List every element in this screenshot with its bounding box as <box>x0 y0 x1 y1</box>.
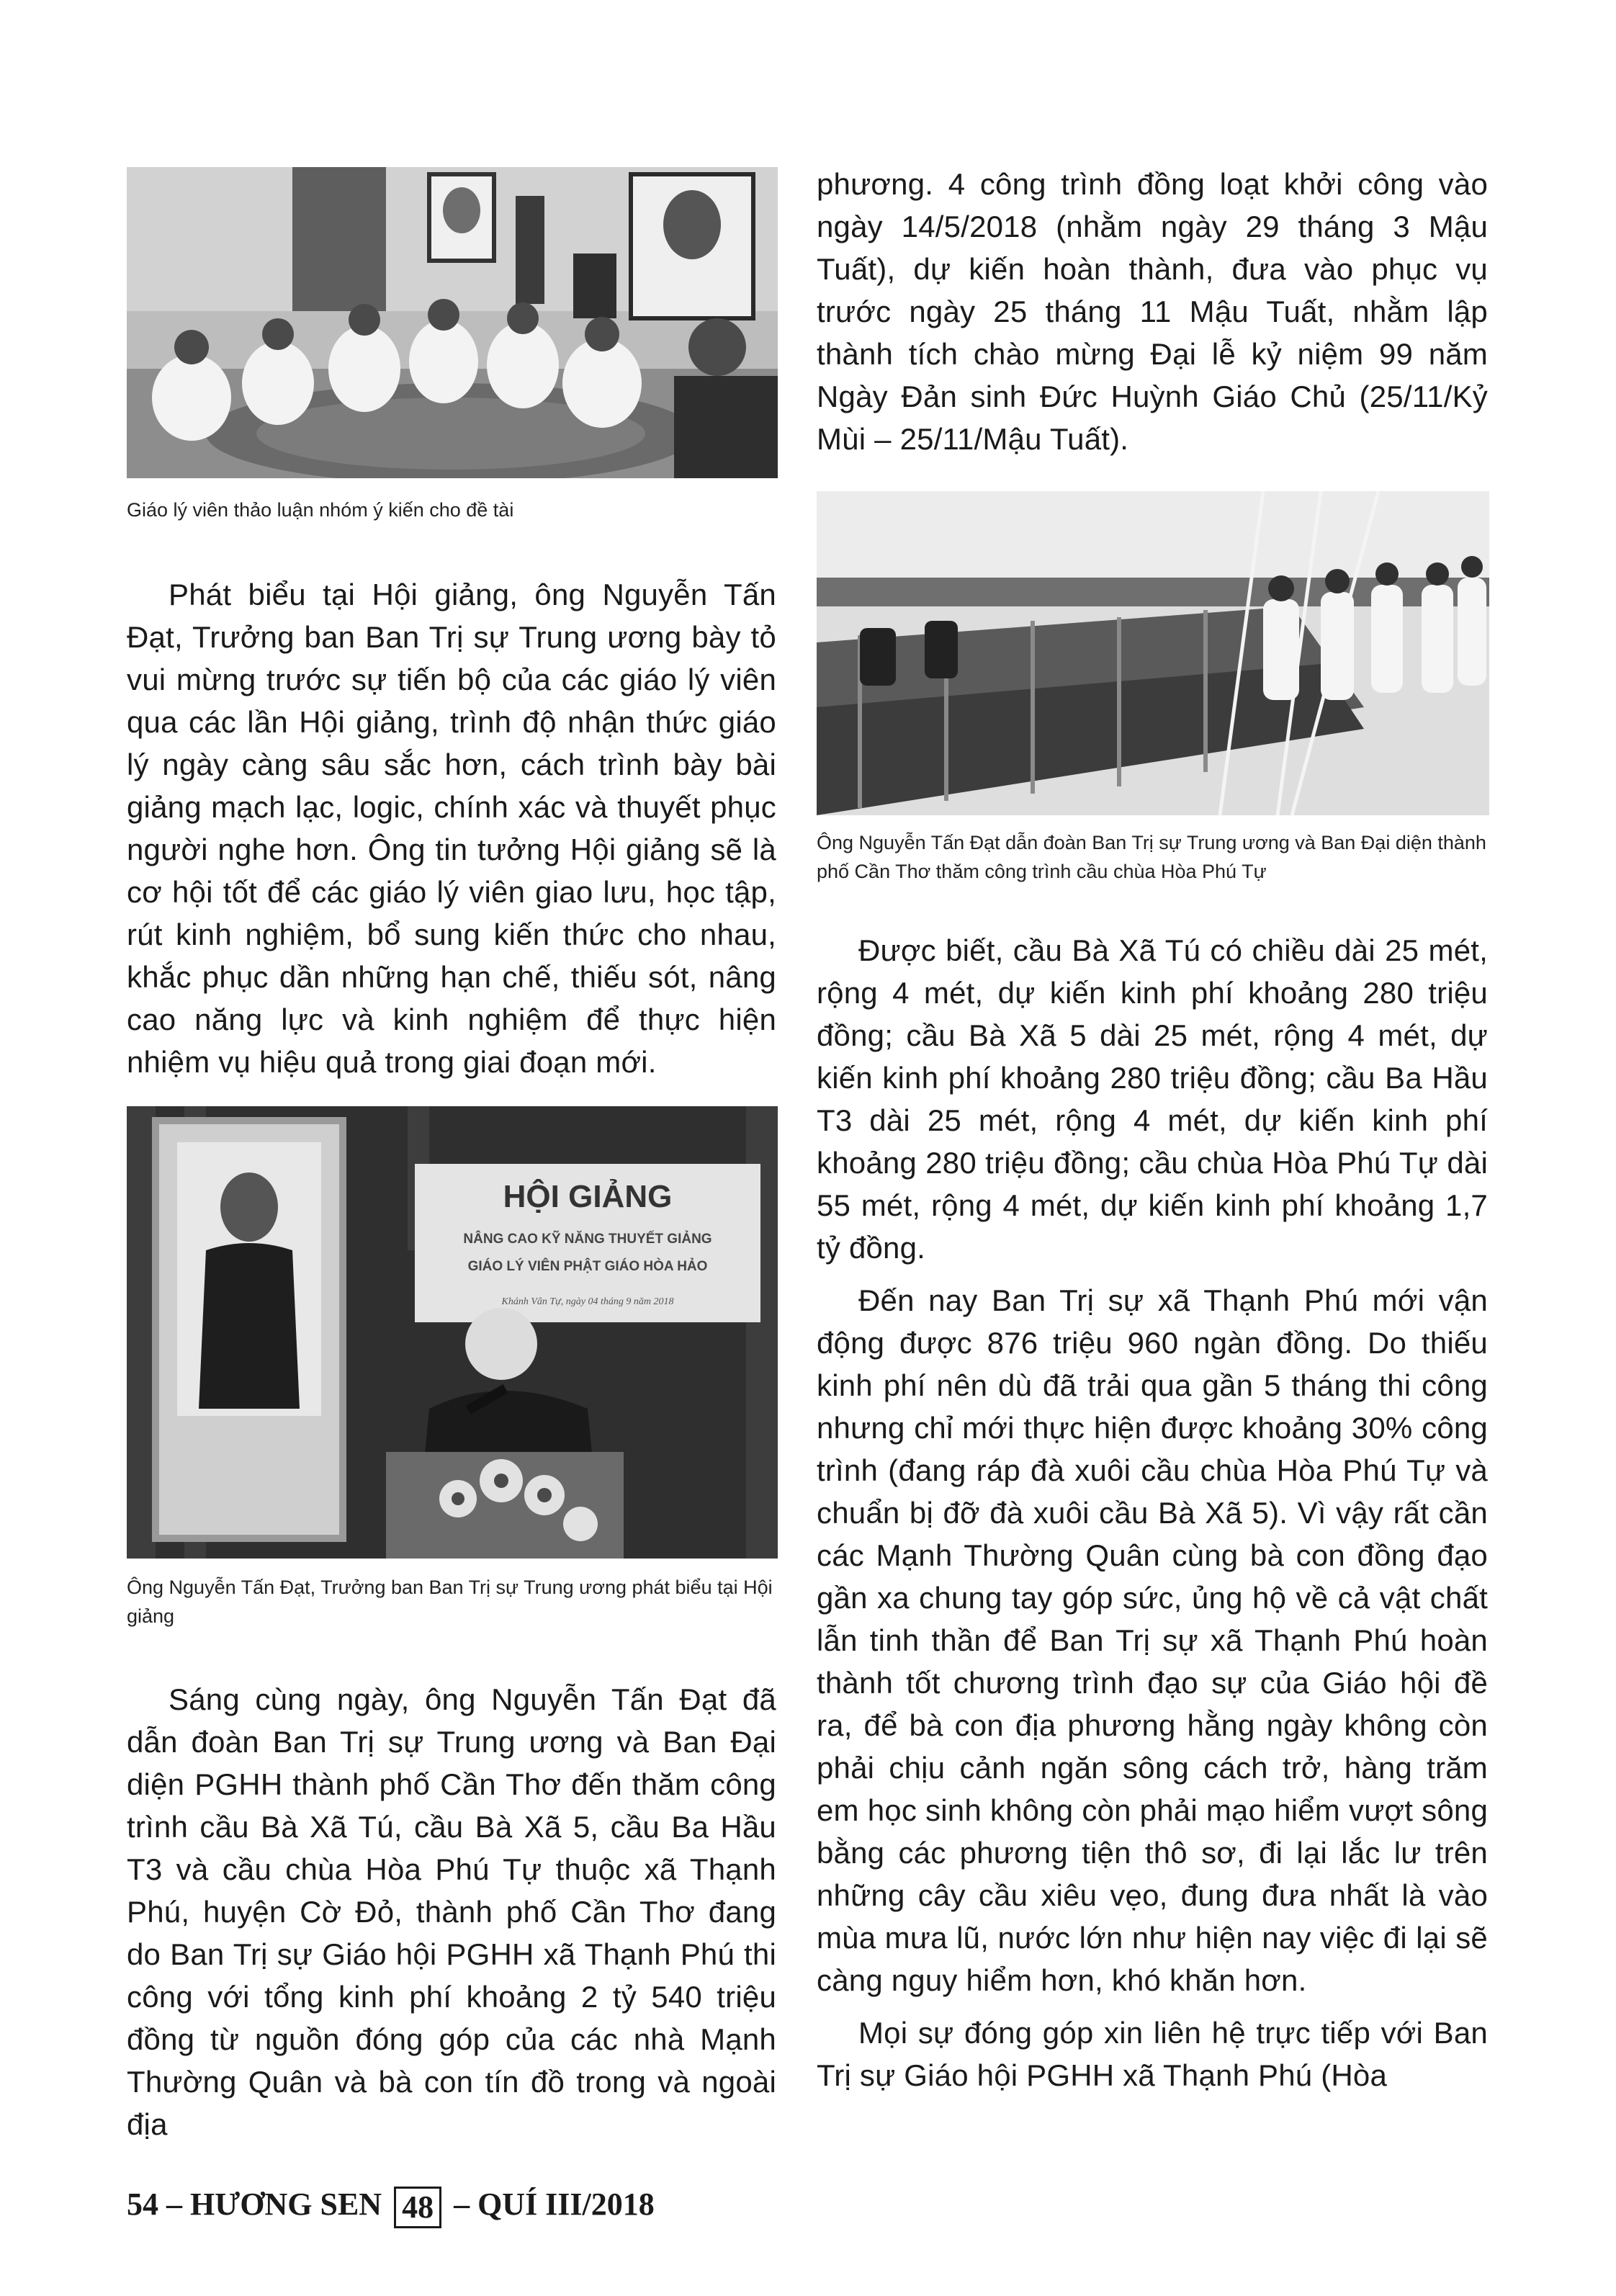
photo-group-discussion <box>127 167 778 478</box>
caption-bridge: Ông Nguyễn Tấn Đạt dẫn đoàn Ban Trị sự Trung ương và Ban Đại diện thành phố Cần Thơ thăm công trình cầu chùa Hòa Phú Tự <box>817 832 1486 882</box>
paragraph-continued-block <box>817 163 1488 460</box>
banner-line-2: GIÁO LÝ VIÊN PHẬT GIÁO HÒA HẢO <box>467 1259 708 1274</box>
banner-line-1: NÂNG CAO KỸ NĂNG THUYẾT GIẢNG <box>463 1232 712 1247</box>
page-footer <box>127 2179 655 2230</box>
caption-speaker-block <box>127 1573 776 1631</box>
caption-bridge-block <box>817 828 1488 886</box>
paragraph-contact: Mọi sự đóng góp xin liên hệ trực tiếp với Ban Trị sự Giáo hội PGHH xã Thạnh Phú (Hòa <box>817 2016 1488 2092</box>
photo-bridge-construction <box>817 491 1489 815</box>
paragraph-speech-block <box>127 573 776 1083</box>
photo-group-discussion-art <box>127 167 778 478</box>
banner-title: HỘI GIẢNG <box>503 1179 673 1214</box>
right-body-block <box>817 929 1488 2097</box>
footer-dash-1: – <box>166 2187 182 2222</box>
paragraph-funding: Đến nay Ban Trị sự xã Thạnh Phú mới vận động được 876 triệu 960 ngàn đồng. Do thiếu kinh phí nên dù đã trải qua gần 5 tháng thi công nhưng chỉ mới thực hiện được khoảng 30% công trình (đang ráp đà xuôi cầu chùa Hòa Phú Tự và chuẩn bị đỡ đà xuôi cầu Bà Xã 5). Vì vậy rất cần các Mạnh Thường Quân cùng bà con đồng đạo gần xa chung tay góp sức, ủng hộ về cả vật chất lẫn tinh thần để Ban Trị sự xã Thạnh Phú hoàn thành tốt chương trình đạo sự của Giáo hội đề ra, để bà con địa phương hằng ngày không còn phải chịu cảnh ngăn sông cách trở, hàng trăm em học sinh không còn phải mạo hiểm vượt sông bằng các phương tiện thô sơ, đi lại lắc lư trên những cây cầu xiêu vẹo, đung đưa nhất là vào mùa mưa lũ, nước lớn như hiện nay việc đi lại sẽ càng nguy hiểm hơn, khó khăn hơn. <box>817 1283 1488 1997</box>
paragraph-speech: Phát biểu tại Hội giảng, ông Nguyễn Tấn Đạt, Trưởng ban Ban Trị sự Trung ương bày tỏ vui mừng trước sự tiến bộ của các giáo lý viên qua các lần Hội giảng, trình độ nhận thức giáo lý ngày càng sâu sắc hơn, cách trình bày bài giảng mạch lạc, logic, chính xác và thuyết phục người nghe hơn. Ông tin tưởng Hội giảng sẽ là cơ hội tốt để các giáo lý viên giao lưu, học tập, rút kinh nghiệm, bổ sung kiến thức cho nhau, khắc phục dần những hạn chế, thiếu sót, nâng cao năng lực và kinh nghiệm để thực hiện nhiệm vụ hiệu quả trong giai đoạn mới. <box>127 578 776 1079</box>
photo-speaker-podium-art <box>127 1106 778 1559</box>
paragraph-visit-block <box>127 1678 776 2145</box>
paragraph-visit: Sáng cùng ngày, ông Nguyễn Tấn Đạt đã dẫn đoàn Ban Trị sự Trung ương và Ban Đại diện PGHH thành phố Cần Thơ đến thăm công trình cầu Bà Xã Tú, cầu Bà Xã 5, cầu Ba Hầu T3 và cầu chùa Hòa Phú Tự thuộc xã Thạnh Phú, huyện Cờ Đỏ, thành phố Cần Thơ đang do Ban Trị sự Giáo hội PGHH xã Thạnh Phú thi công với tổng kinh phí khoảng 2 tỷ 540 triệu đồng từ nguồn đóng góp của các nhà Mạnh Thường Quân và bà con tín đồ trong và ngoài địa <box>127 1682 776 2141</box>
banner-date: Khánh Vân Tự, ngày 04 tháng 9 năm 2018 <box>501 1296 674 1307</box>
photo-speaker-podium <box>127 1106 778 1559</box>
quarter-label: QUÍ III/2018 <box>477 2187 655 2222</box>
paragraph-bridge-specs: Được biết, cầu Bà Xã Tú có chiều dài 25 mét, rộng 4 mét, dự kiến kinh phí khoảng 280 triệu đồng; cầu Bà Xã 5 dài 25 mét, rộng 4 mét, dự kiến kinh phí khoảng 280 triệu đồng; cầu Ba Hầu T3 dài 25 mét, rộng 4 mét, dự kiến kinh phí khoảng 280 triệu đồng; cầu chùa Hòa Phú Tự dài 55 mét, rộng 4 mét, dự kiến kinh phí khoảng 1,7 tỷ đồng. <box>817 933 1488 1265</box>
page-number: 54 <box>127 2187 158 2222</box>
caption-group-discussion-block <box>127 495 776 524</box>
magazine-name: HƯƠNG SEN <box>190 2187 382 2222</box>
paragraph-continued: phương. 4 công trình đồng loạt khởi công vào ngày 14/5/2018 (nhằm ngày 29 tháng 3 Mậu Tuất), dự kiến hoàn thành, đưa vào phục vụ trước ngày 25 tháng 11 Mậu Tuất, nhằm lập thành tích chào mừng Đại lễ kỷ niệm 99 năm Ngày Đản sinh Đức Huỳnh Giáo Chủ (25/11/Kỷ Mùi – 25/11/Mậu Tuất). <box>817 167 1488 456</box>
photo-bridge-construction-art <box>817 491 1489 815</box>
caption-group-discussion: Giáo lý viên thảo luận nhóm ý kiến cho đề tài <box>127 499 514 521</box>
caption-speaker: Ông Nguyễn Tấn Đạt, Trưởng ban Ban Trị sự Trung ương phát biểu tại Hội giảng <box>127 1577 773 1627</box>
issue-number-box: 48 <box>394 2187 441 2228</box>
footer-dash-2: – <box>454 2187 470 2222</box>
